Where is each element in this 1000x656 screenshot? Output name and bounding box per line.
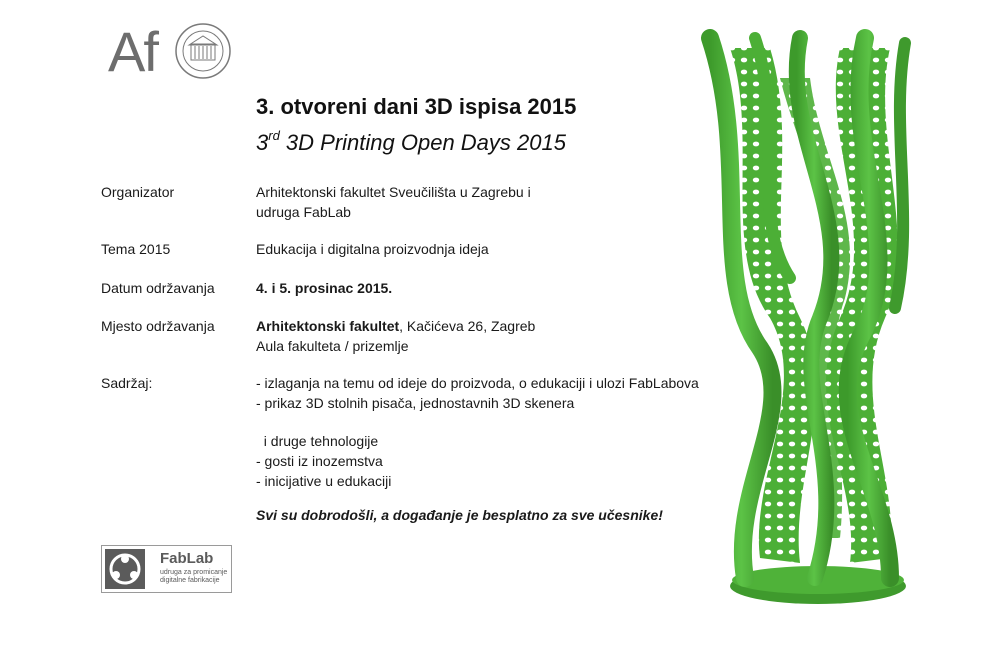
faculty-logo: Af [108,20,157,83]
fablab-icon [105,549,145,589]
list-item: - gosti iz inozemstva [256,453,383,469]
list-item: - inicijative u edukaciji [256,473,392,489]
closing-note: Svi su dobrodošli, a događanje je besplatno za sve učesnike! [256,507,663,523]
venue-label: Mjesto održavanja [101,318,215,334]
list-item: i druge tehnologije [256,433,379,449]
date-value: 4. i 5. prosinac 2015. [256,280,393,296]
content-label: Sadržaj: [101,375,153,391]
theme-label: Tema 2015 [101,241,171,257]
content-list [256,373,699,491]
title-english: 3rd 3D Printing Open Days 2015 [256,128,566,155]
university-seal-icon [174,22,232,80]
printed-tower-image [690,18,930,606]
fablab-name: FabLab [160,550,214,567]
organizer-value: Arhitektonski fakultet Sveučilišta u Zagrebu i udruga FabLab [256,184,531,220]
theme-value: Edukacija i digitalna proizvodnja ideja [256,241,489,257]
organizer-label: Organizator [101,184,175,200]
list-item: - prikaz 3D stolnih pisača, jednostavnih 3D skenera [256,395,575,411]
title-croatian: 3. otvoreni dani 3D ispisa 2015 [256,94,577,119]
list-item: - izlaganja na temu od ideje do proizvoda, o edukaciji i ulozi FabLabova [256,375,699,391]
fablab-subtitle: udruga za promicanje digitalne fabrikacije [160,569,228,584]
fablab-logo [101,545,232,593]
date-label: Datum održavanja [101,280,215,296]
venue-value: Arhitektonski fakultet, Kačićeva 26, Zagreb Aula fakulteta / prizemlje [256,318,536,354]
